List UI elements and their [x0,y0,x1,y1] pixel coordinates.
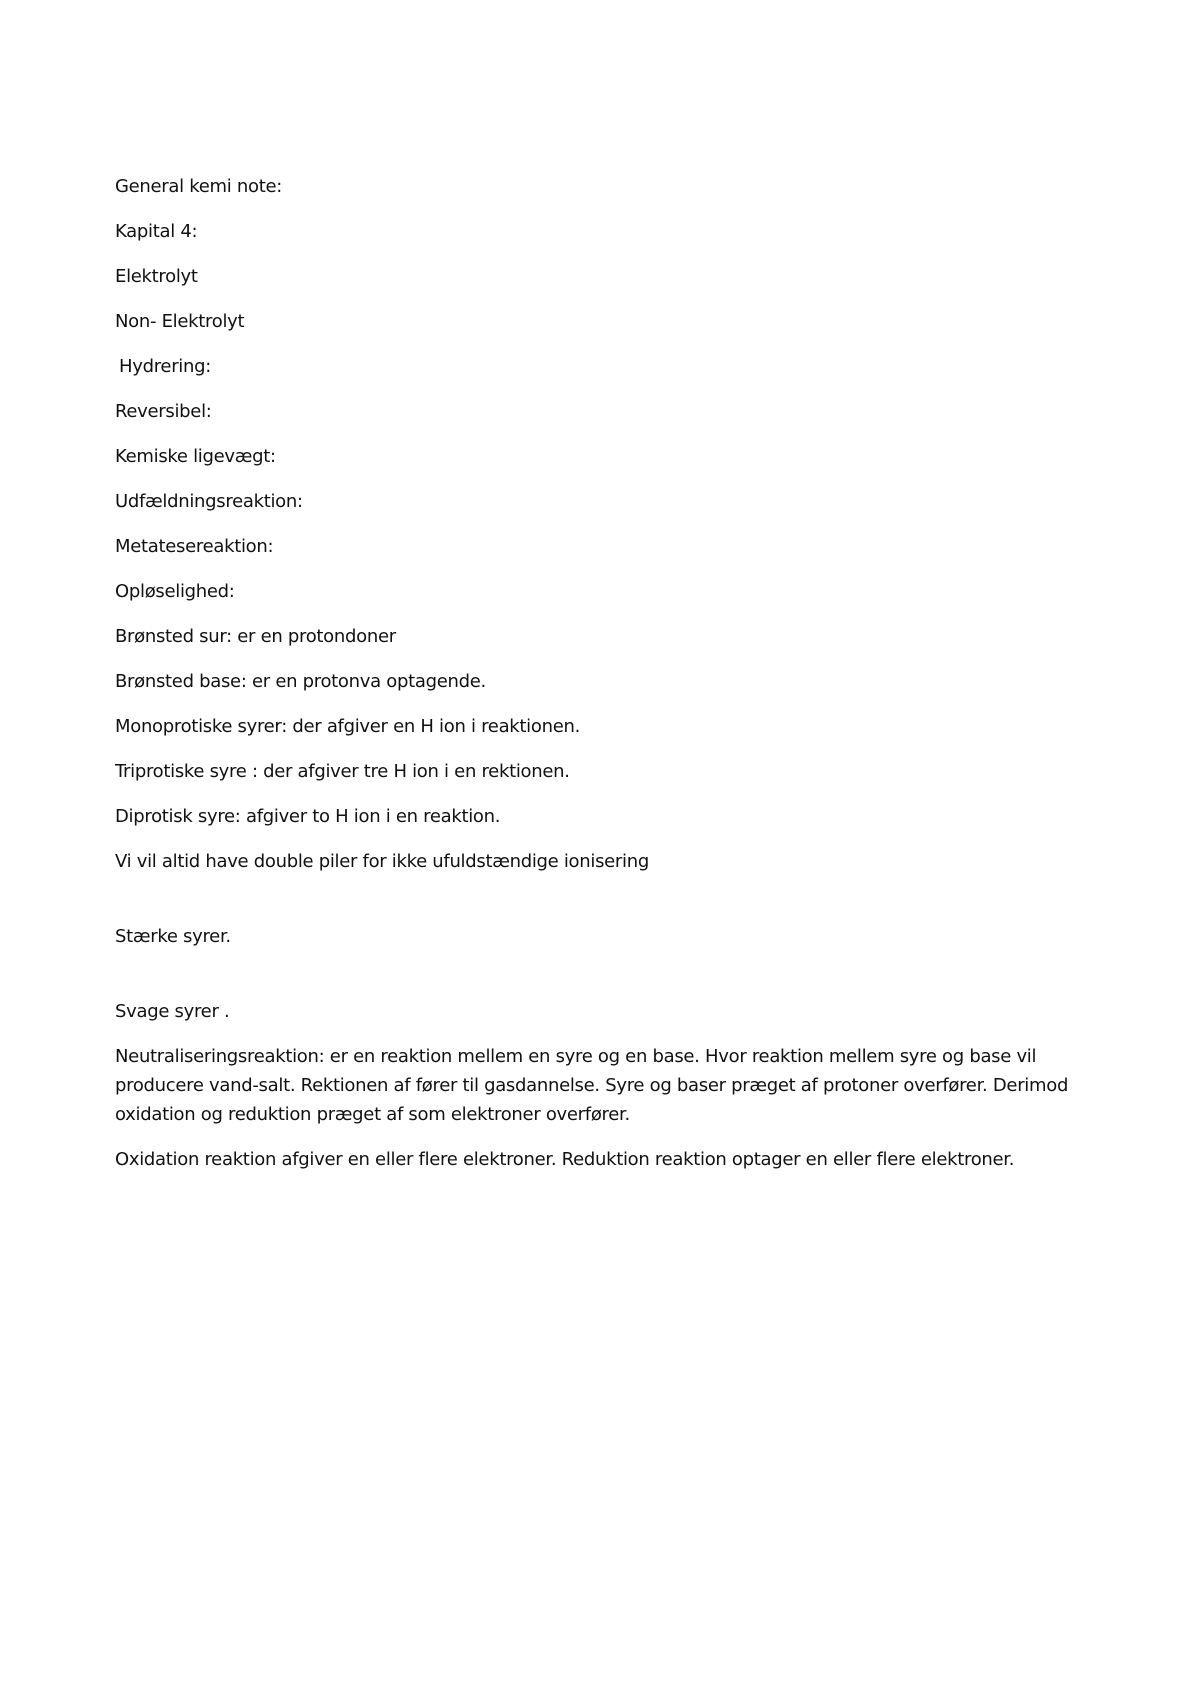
document-body [115,172,1075,1190]
document-title: General kemi note: [115,176,282,197]
term-udfaeldningsreaktion: Udfældningsreaktion: [115,491,303,512]
heading-staerke-syrer: Stærke syrer. [115,926,231,947]
note-bronsted-base: Brønsted base: er en protonva optagende. [115,671,486,692]
term-kemiske-ligevaegt: Kemiske ligevægt: [115,446,276,467]
note-monoprotiske: Monoprotiske syrer: der afgiver en H ion i reaktionen. [115,716,581,737]
term-hydrering: Hydrering: [119,356,211,377]
note-triprotiske: Triprotiske syre : der afgiver tre H ion i en rektionen. [115,761,570,782]
note-double-piler: Vi vil altid have double piler for ikke ufuldstændige ionisering [115,851,649,872]
chapter-heading: Kapital 4: [115,221,198,242]
term-elektrolyt: Elektrolyt [115,266,198,287]
term-reversibel: Reversibel: [115,401,212,422]
term-metatesereaktion: Metatesereaktion: [115,536,274,557]
note-bronsted-sur: Brønsted sur: er en protondoner [115,626,396,647]
paragraph-neutralisering: Neutraliseringsreaktion: er en reaktion mellem en syre og en base. Hvor reaktion mellem syre og base vil producere vand-salt. Rektionen af fører til gasdannelse. Syre og baser præget af protoner overfører. Derimod oxidation og reduktion præget af som elektroner overfører. [115,1046,1069,1125]
note-diprotisk: Diprotisk syre: afgiver to H ion i en reaktion. [115,806,501,827]
term-oploeselighed: Opløselighed: [115,581,235,602]
term-non-elektrolyt: Non- Elektrolyt [115,311,245,332]
heading-svage-syrer: Svage syrer . [115,1001,230,1022]
paragraph-oxidation: Oxidation reaktion afgiver en eller flere elektroner. Reduktion reaktion optager en eller flere elektroner. [115,1149,1015,1170]
